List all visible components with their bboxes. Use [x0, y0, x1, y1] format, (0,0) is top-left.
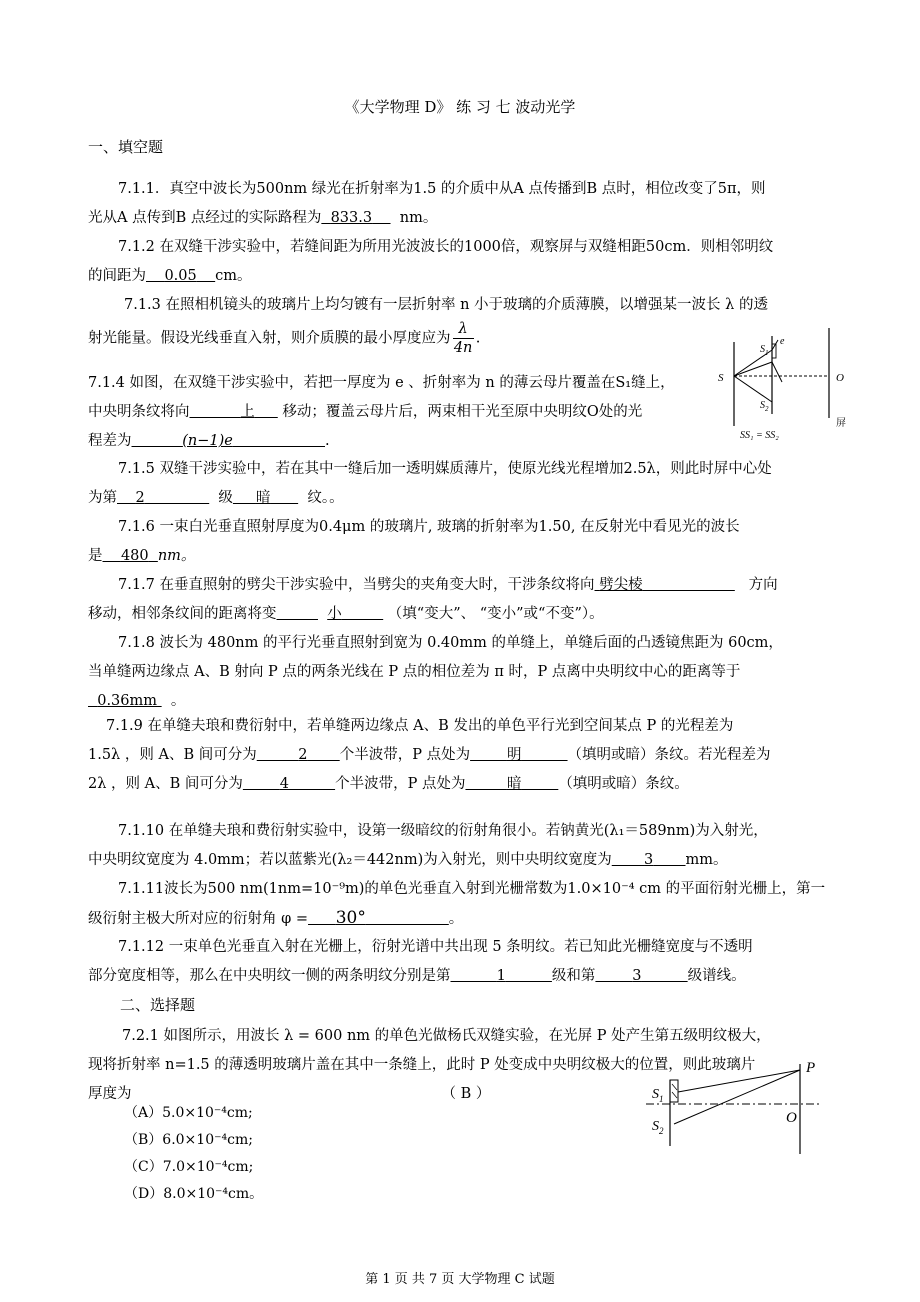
q7-answer: 劈尖棱 — [599, 577, 643, 593]
q2-text: 的间距为 — [88, 268, 146, 284]
question-7-1-1 — [88, 175, 833, 233]
q9-answer: 2 — [298, 747, 308, 763]
q3-answer-fraction: $\frac{\lambda}{4n}$ — [453, 321, 473, 356]
q9-answer4: 暗 — [506, 776, 522, 792]
q6-answer: 480 — [120, 548, 149, 564]
question-7-1-5: 7.1.5 双缝干涉实验中，若在其中一缝后加一透明媒质薄片，使原光线光程增加2.5λ，则此时屏中心处 为第 2 级 暗 纹。。 — [88, 455, 833, 513]
q10-text: 中央明纹宽度为 4.0mm；若以蓝紫光(λ₂＝442nm)为入射光，则中央明纹宽度为 — [88, 852, 612, 868]
page-title: 《大学物理 D》 练 习 七 波动光学 — [344, 98, 576, 116]
c1-line2: 现将折射率 n=1.5 的薄透明玻璃片盖在其中一条缝上，此时 P 处变成中央明纹极大的位置，则此玻璃片 — [88, 1057, 756, 1073]
q8-line1: 7.1.8 波长为 480nm 的平行光垂直照射到宽为 0.40mm 的单缝上，单缝后面的凸透镜焦距为 60cm， — [118, 635, 783, 651]
q8-answer: 0.36mm — [97, 693, 158, 709]
q5-line1: 7.1.5 双缝干涉实验中，若在其中一缝后加一透明媒质薄片，使原光线光程增加2.5λ，则此时屏中心处 — [118, 461, 772, 477]
q2-unit: cm。 — [215, 268, 252, 284]
q12-answer2: 3 — [632, 968, 642, 984]
question-7-1-3: 7.1.3 在照相机镜头的玻璃片上均匀镀有一层折射率 n 小于玻璃的介质薄膜，以增强某一波长 λ 的透 射光能量。假设光线垂直入射，则介质膜的最小厚度应为 $\frac{\lambda}{4n}$ . — [88, 291, 833, 357]
q11-answer: 30° — [335, 908, 366, 928]
q1-answer: 833.3 — [330, 210, 373, 226]
c1-answer: （ B ） — [441, 1086, 491, 1102]
q10-line1: 7.1.10 在单缝夫琅和费衍射实验中，设第一级暗纹的衍射角很小。若钠黄光(λ₁＝589nm)为入射光， — [118, 823, 768, 839]
glass-plate — [670, 1080, 678, 1102]
q3-text: 射光能量。假设光线垂直入射，则介质膜的最小厚度应为 — [88, 330, 451, 347]
label-e: e — [780, 336, 785, 347]
q7-answer2 — [277, 606, 318, 622]
q6-line1: 7.1.6 一束白光垂直照射厚度为0.4μm 的玻璃片, 玻璃的折射率为1.50, 在反射光中看见光的波长 — [118, 519, 740, 535]
q1-line1: 7.1.1．真空中波长为500nm 绿光在折射率为1.5 的介质中从A 点传播到B 点时，相位改变了5π，则 — [118, 181, 766, 197]
label-s: S — [718, 372, 724, 384]
label-screen: 屏 — [836, 418, 846, 429]
label-o: O — [836, 372, 844, 384]
q12-answer: 1 — [496, 968, 506, 984]
q2-answer: 0.05 — [164, 268, 197, 284]
q5-answer2: 暗 — [255, 490, 271, 506]
q6-unit: nm。 — [157, 548, 196, 564]
question-7-1-11: 7.1.11波长为500 nm(1nm=10⁻⁹m)的单色光垂直入射到光栅常数为1.0×10⁻⁴ cm 的平面衍射光栅上，第一 级衍射主极大所对应的衍射角 φ = 30° 。 — [88, 875, 833, 934]
q11-line1: 7.1.11波长为500 nm(1nm=10⁻⁹m)的单色光垂直入射到光栅常数为1.0×10⁻⁴ cm 的平面衍射光栅上，第一 — [118, 881, 826, 897]
q8-line2: 当单缝两边缘点 A、B 射向 P 点的两条光线在 P 点的相位差为 π 时，P 点离中央明纹中心的距离等于 — [88, 664, 741, 680]
section-choice: 二、选择题 — [120, 996, 196, 1014]
q9-answer3: 4 — [279, 776, 289, 792]
label-s2: $S_2$ — [652, 1119, 664, 1136]
q9-answer2: 明 — [506, 747, 522, 763]
q4-text: 中央明条纹将向 — [88, 404, 190, 420]
double-slit-mica-figure — [712, 322, 862, 448]
q12-text: 部分宽度相等，那么在中央明纹一侧的两条明纹分别是第 — [88, 968, 451, 984]
q1-unit: nm。 — [399, 210, 438, 226]
q6-text: 是 — [88, 548, 103, 564]
option-d: （D）8.0×10⁻⁴cm。 — [124, 1186, 264, 1202]
q7-text2: 移动，相邻条纹间的距离将变 — [88, 606, 277, 622]
q9-text2: 2λ ，则 A、B 间可分为 — [88, 776, 243, 792]
question-7-1-10: 7.1.10 在单缝夫琅和费衍射实验中，设第一级暗纹的衍射角很小。若钠黄光(λ₁＝589nm)为入射光， 中央明纹宽度为 4.0mm；若以蓝紫光(λ₂＝442nm)为入射光，则中央明纹宽度为 3 mm。 — [88, 817, 833, 875]
q9-text: 1.5λ ，则 A、B 间可分为 — [88, 747, 257, 763]
label-p: P — [806, 1060, 816, 1076]
page-footer: 第 1 页 共 7 页 大学物理 C 试题 — [365, 1272, 555, 1287]
ray-s2-p — [674, 1070, 800, 1124]
label-s1: $S_1$ — [652, 1087, 664, 1104]
question-7-1-9: 7.1.9 在单缝夫琅和费衍射中，若单缝两边缘点 A、B 发出的单色平行光到空间某点 P 的光程差为 1.5λ ，则 A、B 间可分为 2 个半波带，P 点处为 明 （填明或暗）条纹。若光程差为 2λ ，则 A、B 间可分为 4 个半波带，P 点处为 暗 （填明或暗）条纹。 — [88, 712, 833, 799]
q11-text: 级衍射主极大所对应的衍射角 φ = — [88, 911, 309, 927]
ray-s2-out — [772, 362, 782, 382]
label-s1: $S_1$ — [760, 344, 769, 357]
q5-answer: 2 — [135, 490, 145, 506]
label-s2: $S_2$ — [760, 400, 769, 413]
q12-line1: 7.1.12 一束单色光垂直入射在光栅上，衍射光谱中共出现 5 条明纹。若已知此光栅缝宽度与不透明 — [118, 939, 753, 955]
q4-answer: 上 — [240, 404, 255, 420]
question-7-1-7: 7.1.7 在垂直照射的劈尖干涉实验中，当劈尖的夹角变大时，干涉条纹将向 劈尖棱 方向 移动，相邻条纹间的距离将变 小 （填“变大”、 “变小”或“不变”）。 — [88, 577, 778, 622]
c1-line1: 7.2.1 如图所示，用波长 λ = 600 nm 的单色光做杨氏双缝实验，在光屏 P 处产生第五级明纹极大， — [122, 1028, 771, 1044]
question-7-1-2 — [88, 233, 833, 291]
question-7-1-8: 7.1.8 波长为 480nm 的平行光垂直照射到宽为 0.40mm 的单缝上，单缝后面的凸透镜焦距为 60cm， 当单缝两边缘点 A、B 射向 P 点的两条光线在 P 点的相位差为 π 时，P 点离中央明纹中心的距离等于 0.36mm 。 — [88, 629, 833, 716]
ray-s-s2 — [734, 376, 772, 402]
q4-answer2: (n−1)e — [182, 433, 233, 449]
young-double-slit-figure — [640, 1058, 830, 1158]
q1-text: 光从A 点传到B 点经过的实际路程为 — [88, 210, 322, 226]
question-7-1-12: 7.1.12 一束单色光垂直入射在光栅上，衍射光谱中共出现 5 条明纹。若已知此光栅缝宽度与不透明 部分宽度相等，那么在中央明纹一侧的两条明纹分别是第 1 级和第 3 级谱线。 — [88, 933, 833, 991]
question-7-1-4: 7.1.4 如图，在双缝干涉实验中，若把一厚度为 e 、折射率为 n 的薄云母片覆盖在S₁缝上， 中央明条纹将向 上 移动；覆盖云母片后，两束相干光至原中央明纹O处的光 程差为 (n−1)e . — [88, 369, 708, 456]
section-fill-in: 一、填空题 — [88, 138, 164, 156]
q3-line1: 7.1.3 在照相机镜头的玻璃片上均匀镀有一层折射率 n 小于玻璃的介质薄膜，以增强某一波长 λ 的透 — [124, 297, 768, 313]
q9-line1: 7.1.9 在单缝夫琅和费衍射中，若单缝两边缘点 A、B 发出的单色平行光到空间某点 P 的光程差为 — [106, 718, 734, 734]
q4-text2: 移动；覆盖云母片后，两束相干光至原中央明纹O处的光 — [282, 404, 643, 420]
c1-text: 厚度为 — [88, 1086, 132, 1102]
q4-line1: 7.1.4 如图，在双缝干涉实验中，若把一厚度为 e 、折射率为 n 的薄云母片覆盖在S₁缝上， — [88, 375, 675, 391]
ray-s1-in — [734, 362, 772, 376]
option-a: （A）5.0×10⁻⁴cm; — [124, 1105, 253, 1121]
label-o: O — [786, 1110, 797, 1126]
label-equal-paths: SS₁ = SS₂ — [740, 430, 779, 441]
ray-s1-p — [678, 1070, 800, 1092]
ray-s1-e — [772, 340, 778, 350]
option-b: （B）6.0×10⁻⁴cm; — [124, 1132, 253, 1148]
q5-text: 为第 — [88, 490, 117, 506]
q10-answer: 3 — [644, 852, 654, 868]
q2-line1: 7.1.2 在双缝干涉实验中，若缝间距为所用光波波长的1000倍，观察屏与双缝相距50cm．则相邻明纹 — [118, 239, 774, 255]
option-c: （C）7.0×10⁻⁴cm; — [124, 1159, 254, 1175]
q4-text3: 程差为 — [88, 433, 132, 449]
question-7-1-6 — [88, 513, 833, 571]
q7-text: 7.1.7 在垂直照射的劈尖干涉实验中，当劈尖的夹角变大时，干涉条纹将向 — [118, 577, 595, 593]
